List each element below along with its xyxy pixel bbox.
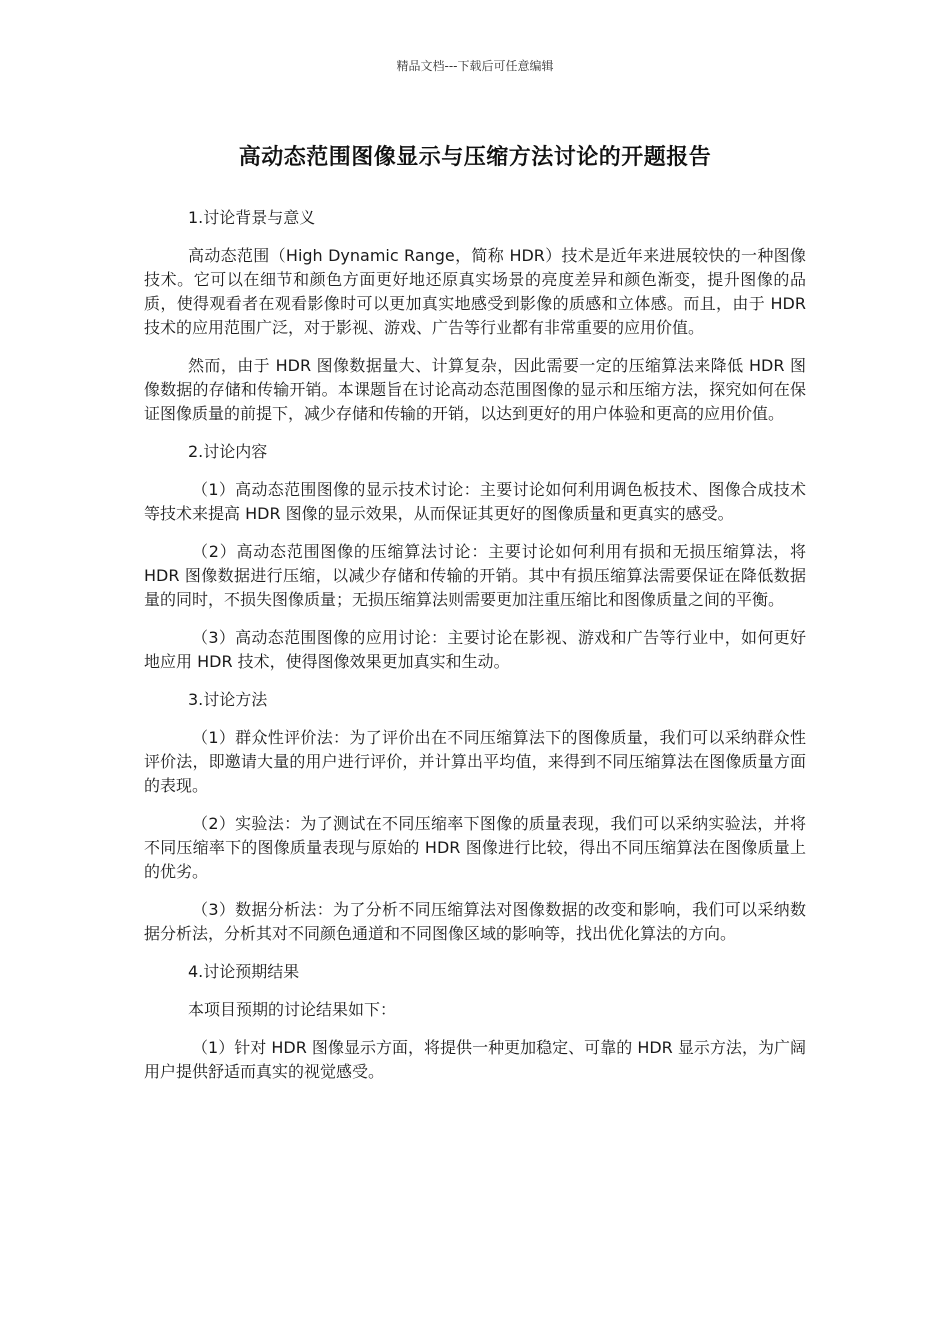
paragraph-background-1: 高动态范围（High Dynamic Range，简称 HDR）技术是近年来进展较快的一种图像技术。它可以在细节和颜色方面更好地还原真实场景的亮度差异和颜色渐变，提升图像的品质，使得观看者在观看影像时可以更加真实地感受到影像的质感和立体感。而且，由于 HDR 技术的应用范围广泛，对于影视、游戏、广告等行业都有非常重要的应用价值。 xyxy=(144,246,806,337)
document-body xyxy=(144,206,806,1098)
section-heading-results: 4.讨论预期结果 xyxy=(188,962,300,981)
paragraph-results-intro: 本项目预期的讨论结果如下： xyxy=(188,1000,397,1019)
paragraph-content-1: （1）高动态范围图像的显示技术讨论：主要讨论如何利用调色板技术、图像合成技术等技术来提高 HDR 图像的显示效果，从而保证其更好的图像质量和更真实的感受。 xyxy=(144,480,806,523)
paragraph-methods-2: （2）实验法：为了测试在不同压缩率下图像的质量表现，我们可以采纳实验法，并将不同压缩率下的图像质量表现与原始的 HDR 图像进行比较，得出不同压缩算法在图像质量上的优劣。 xyxy=(144,814,806,881)
paragraph-results-1: （1）针对 HDR 图像显示方面，将提供一种更加稳定、可靠的 HDR 显示方法，为广阔用户提供舒适而真实的视觉感受。 xyxy=(144,1038,806,1081)
section-heading-background: 1.讨论背景与意义 xyxy=(188,208,316,227)
paragraph-methods-3: （3）数据分析法：为了分析不同压缩算法对图像数据的改变和影响，我们可以采纳数据分析法，分析其对不同颜色通道和不同图像区域的影响等，找出优化算法的方向。 xyxy=(144,900,806,943)
section-heading-methods: 3.讨论方法 xyxy=(188,690,268,709)
paragraph-content-3: （3）高动态范围图像的应用讨论：主要讨论在影视、游戏和广告等行业中，如何更好地应用 HDR 技术，使得图像效果更加真实和生动。 xyxy=(144,628,806,671)
paragraph-methods-1: （1）群众性评价法：为了评价出在不同压缩算法下的图像质量，我们可以采纳群众性评价法，即邀请大量的用户进行评价，并计算出平均值，来得到不同压缩算法在图像质量方面的表现。 xyxy=(144,728,806,795)
header-note: 精品文档---下载后可任意编辑 xyxy=(396,59,554,73)
paragraph-content-2: （2）高动态范围图像的压缩算法讨论：主要讨论如何利用有损和无损压缩算法，将 HDR 图像数据进行压缩，以减少存储和传输的开销。其中有损压缩算法需要保证在降低数据量的同时，不损失图像质量；无损压缩算法则需要更加注重压缩比和图像质量之间的平衡。 xyxy=(144,542,806,609)
document-title: 高动态范围图像显示与压缩方法讨论的开题报告 xyxy=(238,145,712,170)
section-heading-content: 2.讨论内容 xyxy=(188,442,268,461)
paragraph-background-2: 然而，由于 HDR 图像数据量大、计算复杂，因此需要一定的压缩算法来降低 HDR 图像数据的存储和传输开销。本课题旨在讨论高动态范围图像的显示和压缩方法，探究如何在保证图像质量的前提下，减少存储和传输的开销，以达到更好的用户体验和更高的应用价值。 xyxy=(144,356,806,423)
